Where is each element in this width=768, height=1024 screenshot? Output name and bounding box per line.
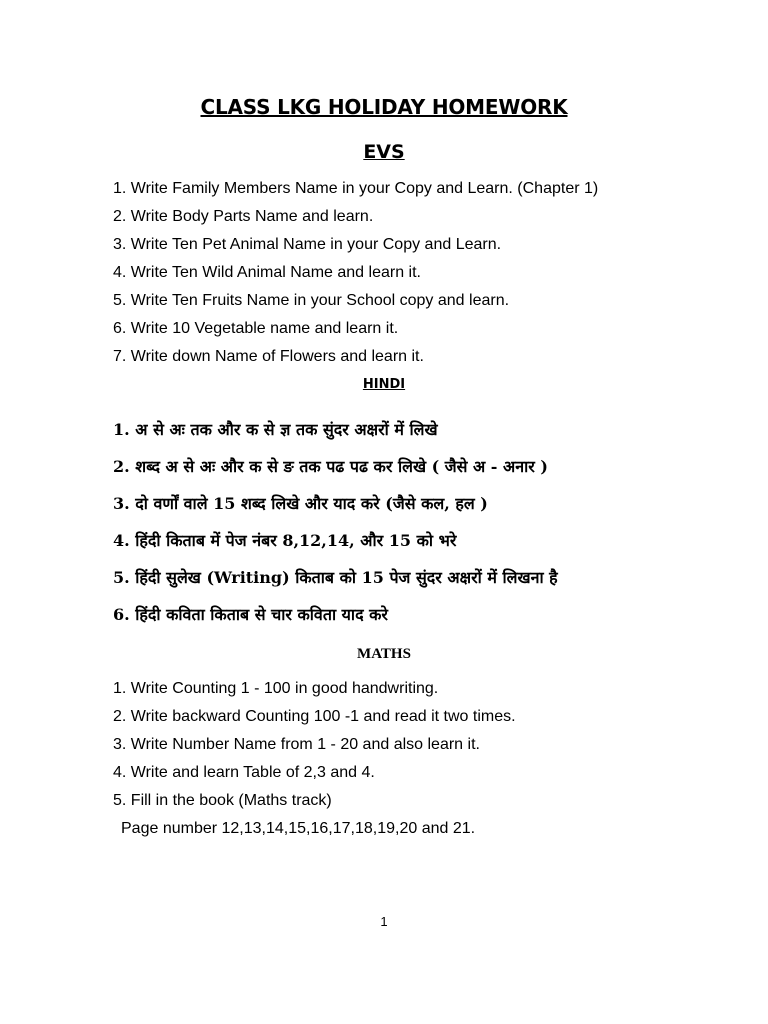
evs-task-item: 1. Write Family Members Name in your Copy and Learn. (Chapter 1)	[113, 180, 599, 197]
evs-task-list	[113, 178, 598, 374]
maths-task-item: 4. Write and learn Table of 2,3 and 4.	[113, 764, 375, 781]
hindi-task-item: 4. हिंदी किताब में पेज नंबर 8,12,14, और 15 को भरे	[113, 531, 457, 550]
maths-heading: MATHS	[357, 646, 411, 662]
maths-task-item: 1. Write Counting 1 - 100 in good handwriting.	[113, 680, 439, 697]
hindi-task-item: 6. हिंदी कविता किताब से चार कविता याद करे	[113, 605, 388, 624]
page-number: 1	[380, 914, 388, 929]
hindi-task-item: 5. हिंदी सुलेख (Writing) किताब को 15 पेज सुंदर अक्षरों में लिखना है	[113, 568, 558, 587]
maths-task-item: 5. Fill in the book (Maths track)	[113, 792, 332, 809]
evs-task-item: 5. Write Ten Fruits Name in your School copy and learn.	[113, 292, 510, 309]
evs-task-item: 7. Write down Name of Flowers and learn it.	[113, 348, 424, 365]
hindi-task-list	[113, 418, 558, 640]
hindi-task-item: 3. दो वर्णों वाले 15 शब्द लिखे और याद करे (जैसे कल, हल )	[113, 494, 488, 513]
hindi-heading: HINDI	[362, 377, 406, 392]
evs-task-item: 3. Write Ten Pet Animal Name in your Copy and Learn.	[113, 236, 502, 253]
maths-task-item: 2. Write backward Counting 100 -1 and read it two times.	[113, 708, 516, 725]
evs-task-item: 6. Write 10 Vegetable name and learn it.	[113, 320, 399, 337]
evs-task-item: 2. Write Body Parts Name and learn.	[113, 208, 374, 225]
maths-task-item: 3. Write Number Name from 1 - 20 and also learn it.	[113, 736, 480, 753]
document-title: CLASS LKG HOLIDAY HOMEWORK	[200, 95, 568, 119]
evs-task-item: 4. Write Ten Wild Animal Name and learn it.	[113, 264, 421, 281]
hindi-task-item: 2. शब्द अ से अः और क से ङ तक पढ पढ कर लिखे ( जैसे अ - अनार )	[113, 457, 548, 476]
maths-task-list	[113, 678, 516, 846]
evs-heading: EVS	[363, 141, 405, 163]
hindi-task-item: 1. अ से अः तक और क से ज्ञ तक सुंदर अक्षरों में लिखे	[113, 420, 438, 439]
maths-task-item: Page number 12,13,14,15,16,17,18,19,20 and 21.	[121, 820, 476, 837]
